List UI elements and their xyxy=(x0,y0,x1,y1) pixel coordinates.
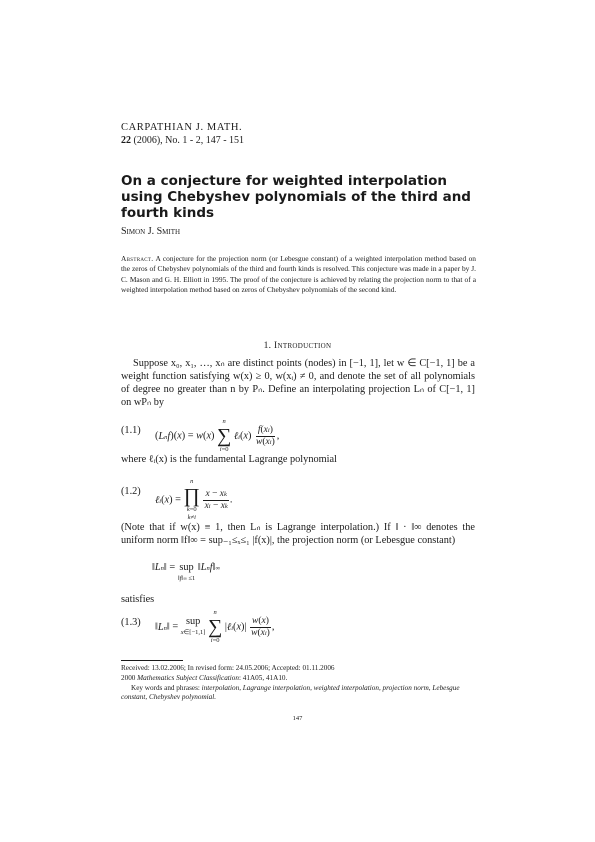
msc-year: 2000 xyxy=(121,674,136,682)
keywords-list: interpolation, Lagrange interpolation, weighted interpolation, projection norm, Lebesgue constant, Chebyshev polynomial. xyxy=(121,684,460,702)
equation-number: (1.2) xyxy=(121,486,141,497)
abstract-text: A conjecture for the projection norm (or Lebesgue constant) of a weighted interpolation method based on the zeros of Chebyshev polynomials of the third and fourth kinds is resolved. This conjecture was made in a paper by J. C. Mason and G. H. Elliott in 1995. The proof of the conjecture is achieved by relating the projection norm to that of a weighted interpolation method based on zeros of Chebyshev polynomials of the second kind. xyxy=(121,254,476,294)
page-number: 147 xyxy=(292,715,303,722)
equation-body: ℓi(x) = n ∏ k=0 k≠i $\frac{x - xk}{xi - xk}$ . xyxy=(155,478,233,521)
issue-info: (2006), No. 1 - 2, 147 - 151 xyxy=(133,135,245,146)
keywords-label: Key words and phrases: xyxy=(131,684,200,692)
msc-classification xyxy=(121,674,481,683)
msc-codes: : 41A05, 41A10. xyxy=(238,674,288,682)
equation-1-2 xyxy=(121,478,475,521)
volume-line xyxy=(121,135,244,146)
equation-body: (Lnf)(x) = w(x) n ∑ i=0 ℓi(x) $\frac{f(xi)}{w(xi)}$ , xyxy=(155,418,280,453)
paper-title: On a conjecture for weighted interpolation using Chebyshev polynomials of the third and fourth kinds xyxy=(121,173,471,221)
keywords xyxy=(121,684,481,702)
section-title: Introduction xyxy=(274,341,332,351)
equation-number: (1.3) xyxy=(121,617,141,628)
paragraph-intro: Suppose x₀, x₁, …, xₙ are distinct points (nodes) in [−1, 1], let w ∈ C[−1, 1] be a weight function satisfying w(x) ≥ 0, w(xᵢ) ≠ 0, and denote the set of all polynomials of degree no greater than n by Pₙ. Define an interpolating projection Lₙ of C[−1, 1] on wPₙ by xyxy=(121,358,475,408)
paragraph-satisfies: satisfies xyxy=(121,594,155,605)
equation-body: ‖Ln‖ = sup x∈[−1,1] n ∑ i=0 |ℓi(x)| $\frac{w(x)}{w(xi)}$ , xyxy=(155,609,275,644)
abstract-label: Abstract. xyxy=(121,254,154,263)
section-number: 1. xyxy=(263,341,272,351)
equation-1-1 xyxy=(121,418,475,453)
section-heading xyxy=(0,341,595,351)
paragraph-lagrange: where ℓᵢ(x) is the fundamental Lagrange polynomial xyxy=(121,454,337,465)
msc-label: Mathematics Subject Classification xyxy=(137,674,239,682)
equation-1-3 xyxy=(121,609,475,644)
footnote-rule xyxy=(121,660,183,661)
paragraph-projection-norm: (Note that if w(x) ≡ 1, then Lₙ is Lagrange interpolation.) If ‖ · ‖∞ denotes the uniform norm ‖f‖∞ = sup₋₁≤ₓ≤₁ |f(x)|, the projection norm (or Lebesgue constant) xyxy=(121,522,475,546)
received-dates: Received: 13.02.2006; In revised form: 24.05.2006; Accepted: 01.11.2006 xyxy=(121,664,335,672)
equation-number: (1.1) xyxy=(121,425,141,436)
journal-name: CARPATHIAN J. MATH. xyxy=(121,122,243,133)
volume-number: 22 xyxy=(121,135,131,146)
equation-norm-definition: ‖Ln‖ = sup ‖f‖∞ ≤1 ‖Lnf‖∞ xyxy=(152,562,221,582)
author-name: Simon J. Smith xyxy=(121,226,181,237)
abstract xyxy=(121,254,476,295)
